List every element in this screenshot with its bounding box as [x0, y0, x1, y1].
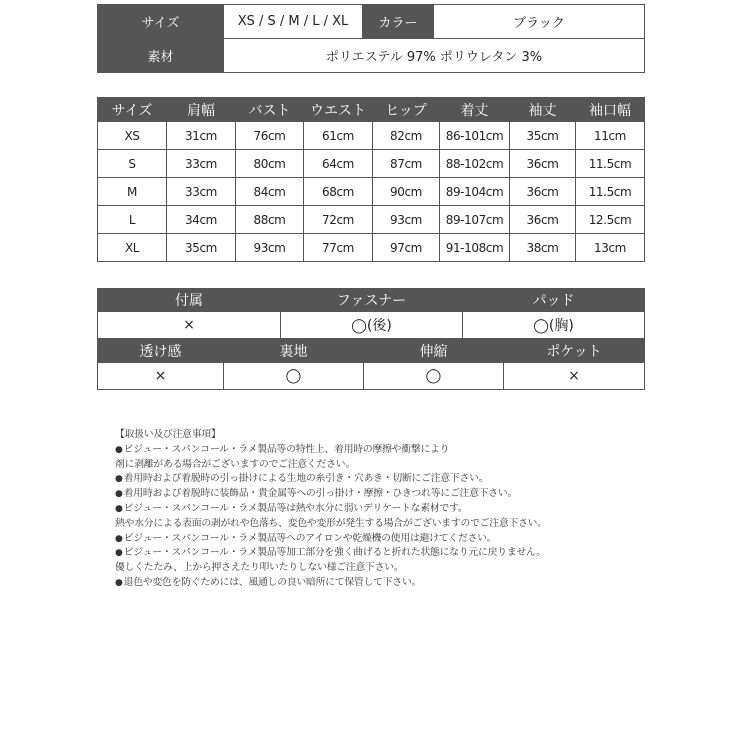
header-bust: バスト [236, 98, 304, 122]
table-cell: 91-108cm [440, 234, 510, 262]
bullet-icon: ● [115, 489, 123, 500]
note-text: 熱や水分による表面の剥がれや色落ち、変色や変形が発生する場合がございますのでご注意下さい。 [115, 517, 547, 529]
table-cell: 88-102cm [440, 150, 510, 178]
note-line [115, 502, 715, 517]
table-cell: 89-107cm [440, 206, 510, 234]
header-waist: ウエスト [304, 98, 373, 122]
note-line [115, 546, 715, 561]
material-label: 素材 [98, 39, 224, 73]
header-pad: パッド [463, 289, 645, 312]
care-notes-title: 【取扱い及び注意事項】 [115, 429, 221, 440]
note-text: ビジュー・スパンコール・ラメ製品等へのアイロンや乾燥機の使用は避けてください。 [123, 532, 497, 544]
table-cell: 93cm [373, 206, 440, 234]
care-notes-list [115, 443, 715, 591]
note-text: 退色や変色を防ぐためには、風通しの良い暗所にて保管して下さい。 [123, 576, 422, 588]
size-value: XS / S / M / L / XL [224, 5, 363, 39]
header-sleeve: 袖丈 [510, 98, 576, 122]
pad-value: ◯(胸) [463, 312, 645, 339]
table-cell: 76cm [236, 122, 304, 150]
table-cell: 90cm [373, 178, 440, 206]
bullet-icon: ● [115, 503, 123, 514]
header-hip: ヒップ [373, 98, 440, 122]
header-pocket: ポケット [504, 340, 645, 363]
note-line [115, 532, 715, 547]
details-table-fabric [97, 339, 645, 390]
table-cell: 11cm [576, 122, 645, 150]
accessories-value: × [98, 312, 281, 339]
header-fastener: ファスナー [281, 289, 463, 312]
details-table-accessories [97, 288, 645, 339]
bullet-icon: ● [115, 474, 123, 485]
color-value: ブラック [434, 5, 645, 39]
header-shoulder: 肩幅 [167, 98, 236, 122]
table-cell: 35cm [510, 122, 576, 150]
table-row [98, 234, 645, 262]
table-row [98, 178, 645, 206]
table-cell: 34cm [167, 206, 236, 234]
table-cell: 36cm [510, 206, 576, 234]
table-cell: 93cm [236, 234, 304, 262]
table-cell: 68cm [304, 178, 373, 206]
pocket-value: × [504, 363, 645, 390]
note-text: ビジュー・スパンコール・ラメ製品等の特性上、着用時の摩擦や衝撃により [123, 443, 450, 455]
note-line [115, 576, 715, 591]
color-label: カラー [363, 5, 434, 39]
table-cell: 31cm [167, 122, 236, 150]
table-cell: 82cm [373, 122, 440, 150]
table-cell: 11.5cm [576, 150, 645, 178]
note-line [115, 487, 715, 502]
note-line [115, 472, 715, 487]
table-cell: 88cm [236, 206, 304, 234]
size-label: サイズ [98, 5, 224, 39]
header-lining: 裏地 [224, 340, 364, 363]
details-value-row [98, 363, 645, 390]
header-accessories: 付属 [98, 289, 281, 312]
info-row-material [98, 39, 645, 73]
header-size: サイズ [98, 98, 167, 122]
note-text: 剤に剥離がある場合がございますのでご注意ください。 [115, 458, 355, 470]
note-text: ビジュー・スパンコール・ラメ製品等加工部分を強く曲げると折れた状態になり元に戻りません。 [123, 547, 546, 559]
table-cell: 33cm [167, 150, 236, 178]
table-cell: 38cm [510, 234, 576, 262]
note-line [115, 517, 715, 532]
bullet-icon: ● [115, 548, 123, 559]
lining-value: ◯ [224, 363, 364, 390]
table-cell: 97cm [373, 234, 440, 262]
table-row [98, 150, 645, 178]
table-cell: 86-101cm [440, 122, 510, 150]
header-cuff: 袖口幅 [576, 98, 645, 122]
table-cell: 36cm [510, 150, 576, 178]
header-stretch: 伸縮 [364, 340, 504, 363]
table-cell: 35cm [167, 234, 236, 262]
material-value: ポリエステル 97% ポリウレタン 3% [224, 39, 645, 73]
size-chart-body [98, 122, 645, 262]
table-cell: 72cm [304, 206, 373, 234]
bullet-icon: ● [115, 533, 123, 544]
table-cell: M [98, 178, 167, 206]
note-line [115, 458, 715, 473]
table-cell: 11.5cm [576, 178, 645, 206]
header-sheerness: 透け感 [98, 340, 224, 363]
bullet-icon: ● [115, 444, 123, 455]
size-chart-header-row [98, 98, 645, 122]
table-cell: 77cm [304, 234, 373, 262]
care-notes [115, 428, 715, 591]
note-line [115, 561, 715, 576]
size-chart-table [97, 97, 645, 262]
table-cell: 80cm [236, 150, 304, 178]
product-info-table [97, 4, 645, 73]
table-cell: 33cm [167, 178, 236, 206]
table-row [98, 206, 645, 234]
table-cell: L [98, 206, 167, 234]
details-header-row [98, 289, 645, 312]
fastener-value: ◯(後) [281, 312, 463, 339]
sheerness-value: × [98, 363, 224, 390]
table-cell: 13cm [576, 234, 645, 262]
table-cell: 84cm [236, 178, 304, 206]
note-line [115, 443, 715, 458]
info-row-size-color [98, 5, 645, 39]
table-cell: XL [98, 234, 167, 262]
details-value-row [98, 312, 645, 339]
note-text: 着用時および着脱時の引っ掛けによる生地の糸引き・穴あき・切断にご注意下さい。 [123, 473, 489, 485]
details-header-row [98, 340, 645, 363]
table-cell: 87cm [373, 150, 440, 178]
note-text: 着用時および着脱時に装飾品・貴金属等への引っ掛け・摩擦・ひきつれ等にご注意下さい。 [123, 488, 518, 500]
note-text: ビジュー・スパンコール・ラメ製品等は熱や水分に弱いデリケートな素材です。 [123, 502, 468, 514]
table-row [98, 122, 645, 150]
stretch-value: ◯ [364, 363, 504, 390]
table-cell: 12.5cm [576, 206, 645, 234]
table-cell: S [98, 150, 167, 178]
table-cell: 61cm [304, 122, 373, 150]
header-length: 着丈 [440, 98, 510, 122]
table-cell: XS [98, 122, 167, 150]
note-text: 優しくたたみ、上から押さえたり叩いたりしない様ご注意下さい。 [115, 562, 404, 574]
table-cell: 64cm [304, 150, 373, 178]
bullet-icon: ● [115, 577, 123, 588]
table-cell: 89-104cm [440, 178, 510, 206]
table-cell: 36cm [510, 178, 576, 206]
